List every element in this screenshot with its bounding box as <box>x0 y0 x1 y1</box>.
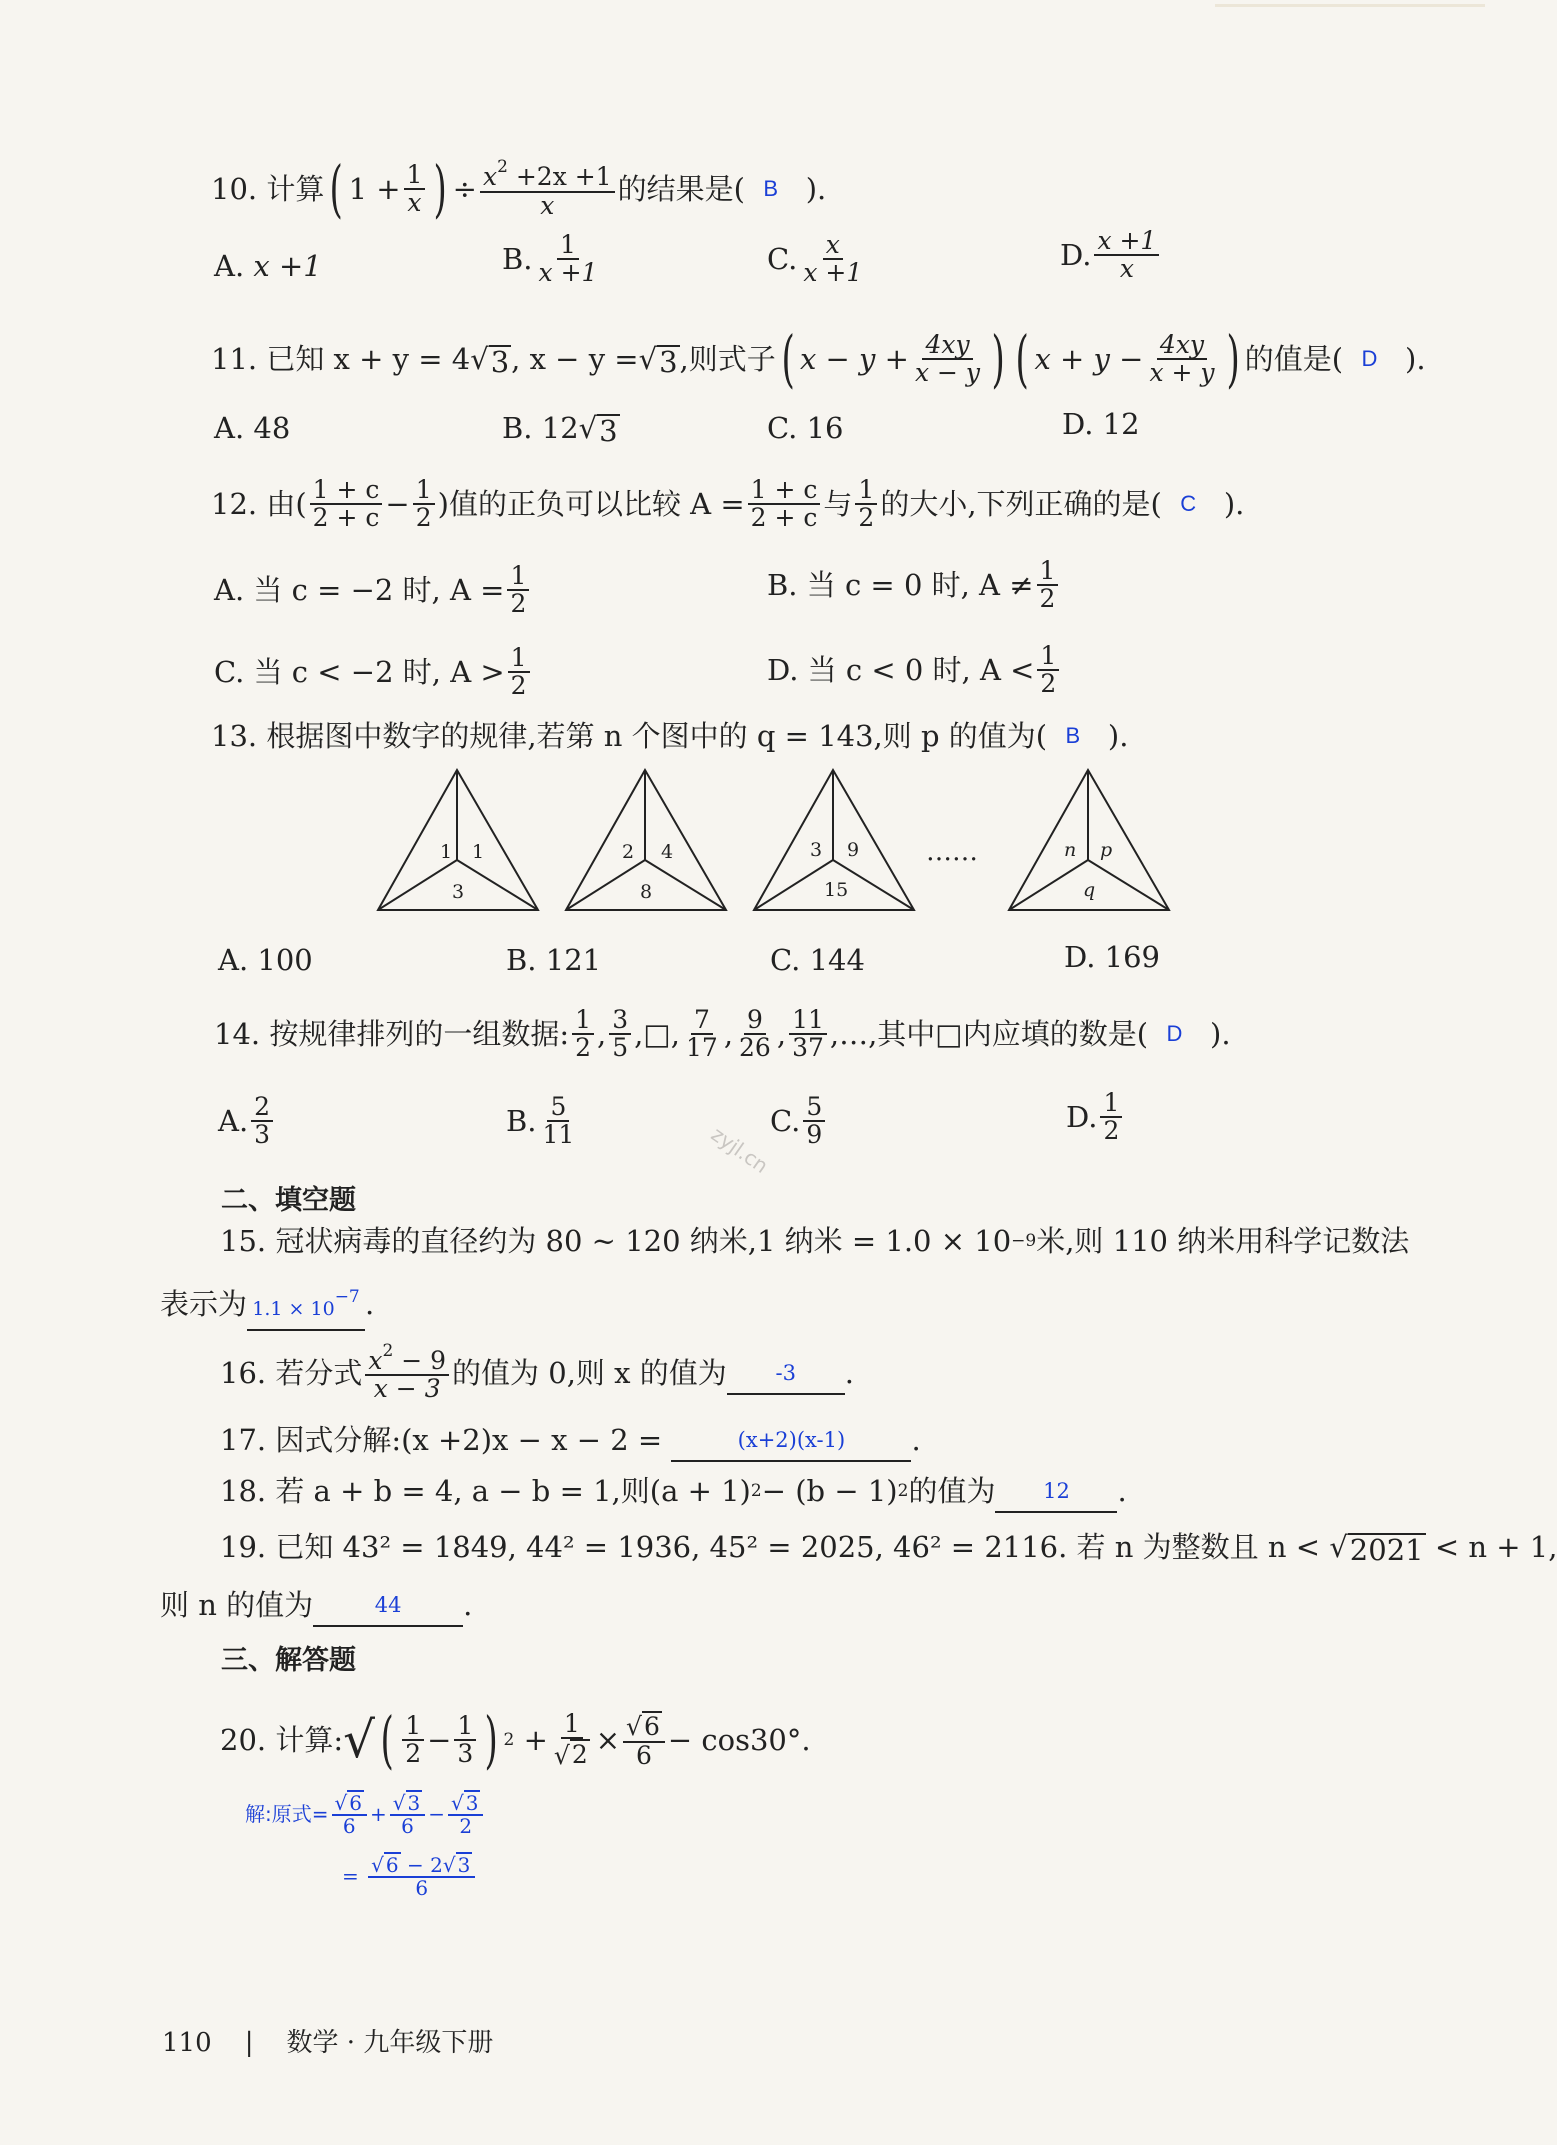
section-solve: 三、解答题 <box>221 1645 356 1676</box>
t2-right: 4 <box>661 841 674 863</box>
question-20: 20. 计算: √ ( $\frac{1}{2}$ − $\frac{1}{3}$ ) 2 + 1 √ 2 × √ 6 6 − cos30°. <box>220 1703 811 1776</box>
q10-option-b: B. $\frac{1}{x +1}$ <box>502 230 598 288</box>
t3-left: 3 <box>810 839 823 861</box>
q11-frac-1: $\frac{4xy}{x - y}$ <box>914 329 981 387</box>
q17-answer-blank: (x+2)(x-1) <box>671 1417 911 1462</box>
q11-answer: D <box>1361 346 1378 371</box>
t2-bottom: 8 <box>640 881 653 903</box>
q15-answer-blank: 1.1 × 10−7 <box>247 1277 365 1331</box>
page-number: 110 <box>162 2028 212 2058</box>
q10-number: 10. <box>211 172 258 206</box>
t3-bottom: 15 <box>824 879 849 901</box>
q12-option-b: B. 当 c = 0 时, A ≠ $\frac{1}{2}$ <box>767 558 1061 613</box>
q12-option-d: D. 当 c < 0 时, A < $\frac{1}{2}$ <box>767 643 1062 698</box>
question-16: 16. 若分式 $\frac{x^2 - 9}{x - 3}$ 的值为 0,则 x 的值为 -3 . <box>220 1341 854 1404</box>
question-19-line2: 则 n 的值为 44 . <box>160 1582 472 1627</box>
q10-option-d: D. $\frac{x +1}{x}$ <box>1060 228 1162 283</box>
question-17: 17. 因式分解:(x +2)x − x − 2 = (x+2)(x-1) . <box>220 1417 921 1462</box>
page-footer <box>162 2022 493 2059</box>
q12-answer: C <box>1180 491 1197 517</box>
q11-option-d: D. 12 <box>1062 407 1140 441</box>
q13-option-b: B. 121 <box>506 943 602 977</box>
q20-solution-line2: = √ 6 − 2√ 3 6 <box>342 1852 478 1899</box>
q11-frac-2: $\frac{4xy}{x + y}$ <box>1149 329 1215 387</box>
t4-left: n <box>1064 839 1077 861</box>
q13-option-c: C. 144 <box>770 943 865 977</box>
question-15-line2: 表示为 1.1 × 10−7 . <box>160 1277 374 1331</box>
q10-option-a: A. x +1 <box>214 249 322 283</box>
section-fill-in: 二、填空题 <box>221 1185 356 1216</box>
q14-option-b: B. $\frac{5}{11}$ <box>506 1092 575 1150</box>
q20-solution-line1: 解:原式= √ 6 6 + √ 3 6 − √ 3 2 <box>245 1790 486 1837</box>
q10-big-frac: $\frac{x^2 +2x +1}{x}$ <box>480 159 615 219</box>
q10-tail: 的结果是( <box>617 172 745 206</box>
t1-right: 1 <box>472 841 485 863</box>
q10-frac: $\frac{1}{x}$ <box>404 162 426 217</box>
watermark: zyjl.cn <box>706 1121 773 1179</box>
t4-bottom: q <box>1083 879 1096 901</box>
q12-option-c: C. 当 c < −2 时, A > $\frac{1}{2}$ <box>214 645 533 700</box>
q14-option-c: C. $\frac{5}{9}$ <box>770 1094 828 1149</box>
q16-answer-blank: -3 <box>727 1350 845 1395</box>
q11-option-b: B. 12 √ 3 <box>502 411 618 449</box>
footer-separator: | <box>244 2028 254 2058</box>
q11-root-1: √ 3 <box>470 342 510 380</box>
q10-option-c: C. $\frac{x}{x +1}$ <box>767 230 863 288</box>
t2-left: 2 <box>622 841 635 863</box>
question-12: 12. 由( $\frac{1 + c}{2 + c}$ − $\frac{1}{2}$ )值的正负可以比较 A = $\frac{1 + c}{2 + c}$ 与 $\frac{1}{2}$ 的大小,下列正确的是( C ). <box>211 475 1245 533</box>
q13-option-a: A. 100 <box>218 943 313 977</box>
paren-right: ) <box>433 152 448 225</box>
q10-text: 计算 <box>266 172 325 206</box>
q14-option-a: A. $\frac{2}{3}$ <box>218 1094 276 1149</box>
q10-div: ÷ <box>452 172 477 206</box>
q12-option-a: A. 当 c = −2 时, A = $\frac{1}{2}$ <box>214 563 532 618</box>
q19-answer-blank: 44 <box>313 1582 463 1627</box>
q14-option-d: D. $\frac{1}{2}$ <box>1066 1090 1125 1145</box>
question-14: 14. 按规律排列的一组数据: $\frac{1}{2}$ , $\frac{3}{5}$ , □ , $\frac{7}{17}$ , $\frac{9}{26}$ , $\frac{11}{37}$ ,…,其中□内应填的数是( D ). <box>214 1005 1231 1063</box>
question-19: 19. 已知 43² = 1849, 44² = 1936, 45² = 2025, 46² = 2116. 若 n 为整数且 n < √ 2021 < n + 1, <box>220 1530 1557 1568</box>
t1-left: 1 <box>440 841 453 863</box>
q10-answer: B <box>763 176 779 201</box>
q11-option-a: A. 48 <box>214 411 291 445</box>
book-title: 数学 · 九年级下册 <box>286 2028 494 2058</box>
q11-root-2: √ 3 <box>638 342 678 380</box>
q10-close: ). <box>805 172 827 206</box>
q14-answer: D <box>1166 1021 1183 1047</box>
q13-option-d: D. 169 <box>1064 940 1161 974</box>
question-13: 13. 根据图中数字的规律,若第 n 个图中的 q = 143,则 p 的值为( B ). <box>211 716 1128 756</box>
q10-plus: 1 + <box>348 172 401 206</box>
q11-option-c: C. 16 <box>767 411 844 445</box>
t3-right: 9 <box>847 839 860 861</box>
paren-left: ( <box>329 152 344 225</box>
q18-answer-blank: 12 <box>995 1468 1117 1513</box>
question-15: 15. 冠状病毒的直径约为 80 ~ 120 纳米,1 纳米 = 1.0 × 10 −9 米,则 110 纳米用科学记数法 <box>220 1224 1410 1258</box>
question-18: 18. 若 a + b = 4, a − b = 1,则(a + 1) 2 − (b − 1) 2 的值为 12 . <box>220 1468 1127 1513</box>
q13-answer: B <box>1065 723 1081 748</box>
triangle-ellipsis: …… <box>926 837 978 867</box>
question-11: 11. 已知 x + y = 4 √ 3 , x − y = √ 3 ,则式子 ( x − y + $\frac{4xy}{x - y}$ ) ( x + y − $\frac{4xy}{x + y}$ ) 的值是( D ). <box>211 322 1426 395</box>
t4-right: p <box>1100 839 1113 861</box>
t1-bottom: 3 <box>452 881 465 903</box>
